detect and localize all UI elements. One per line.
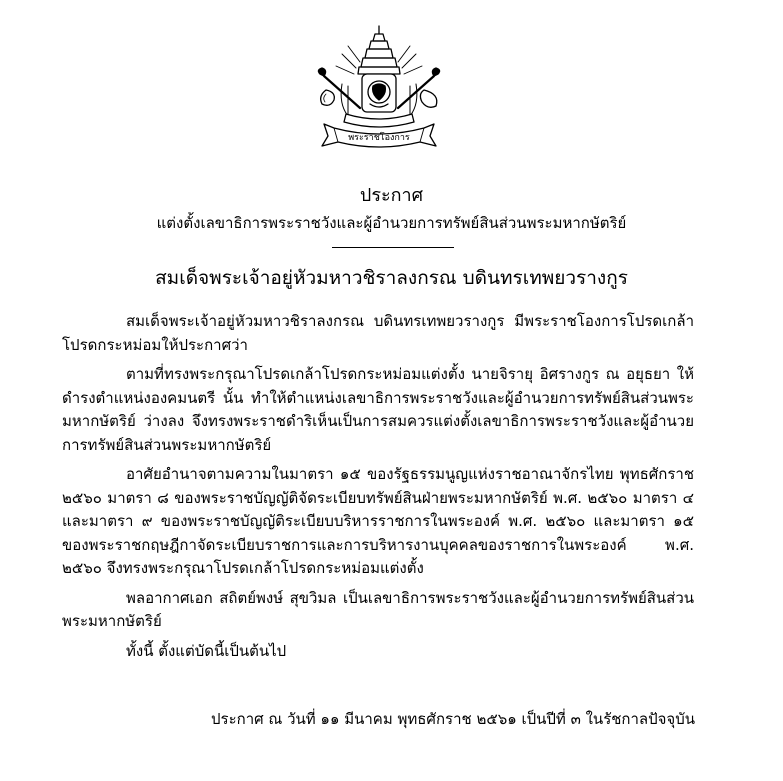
royal-cypher-emblem-icon [312, 24, 446, 150]
effective-clause: ทั้งนี้ ตั้งแต่บัดนี้เป็นต้นไป [126, 641, 287, 660]
paragraph-preamble: สมเด็จพระเจ้าอยู่หัวมหาวชิราลงกรณ บดินทรเทพยวรางกูร มีพระราชโองการโปรดเกล้า โปรดกระหม่อมให้ประกาศว่า [62, 312, 694, 354]
announcement-body [62, 310, 694, 669]
paragraph-background: ตามที่ทรงพระกรุณาโปรดเกล้าโปรดกระหม่อมแต่งตั้ง นายจิรายุ อิศรางกูร ณ อยุธยา ให้ดำรงตำแหน่งองคมนตรี นั้น ทำให้ตำแหน่งเลขาธิการพระราชวังและผู้อำนวยการทรัพย์สินส่วนพระมหากษัตริย์ ว่างลง จึงทรงพระราชดำริเห็นเป็นการสมควรแต่งตั้งเลขาธิการพระราชวังและผู้อำนวยการทรัพย์สินส่วนพระมหากษัตริย์ [62, 365, 694, 454]
page-title: ประกาศ [359, 185, 424, 206]
svg-text:พระราชโองการ: พระราชโองการ [348, 133, 410, 143]
title-divider [332, 247, 454, 248]
page-subtitle: แต่งตั้งเลขาธิการพระราชวังและผู้อำนวยการทรัพย์สินส่วนพระมหากษัตริย์ [156, 214, 627, 232]
king-name-heading: สมเด็จพระเจ้าอยู่หัวมหาวชิราลงกรณ บดินทรเทพยวรางกูร [155, 267, 628, 289]
signoff-date: ประกาศ ณ วันที่ ๑๑ มีนาคม พุทธศักราช ๒๕๖๑ เป็นปีที่ ๓ ในรัชกาลปัจจุบัน [210, 710, 695, 728]
paragraph-appointee: พลอากาศเอก สถิตย์พงษ์ สุขวิมล เป็นเลขาธิการพระราชวังและผู้อำนวยการทรัพย์สินส่วนพระมหากษัตริย์ [62, 588, 694, 630]
paragraph-legal-basis: อาศัยอำนาจตามความในมาตรา ๑๕ ของรัฐธรรมนูญแห่งราชอาณาจักรไทย พุทธศักราช ๒๕๖๐ มาตรา ๘ ของพระราชบัญญัติจัดระเบียบทรัพย์สินฝ่ายพระมหากษัตริย์ พ.ศ. ๒๕๖๐ มาตรา ๔ และมาตรา ๙ ของพระราชบัญญัติระเบียบบริหารราชการในพระองค์ พ.ศ. ๒๕๖๐ และมาตรา ๑๕ ของพระราชกฤษฎีกาจัดระเบียบราชการและการบริหารงานบุคคลของราชการในพระองค์ พ.ศ. ๒๕๖๐ จึงทรงพระกรุณาโปรดเกล้าโปรดกระหม่อมแต่งตั้ง [62, 465, 694, 577]
